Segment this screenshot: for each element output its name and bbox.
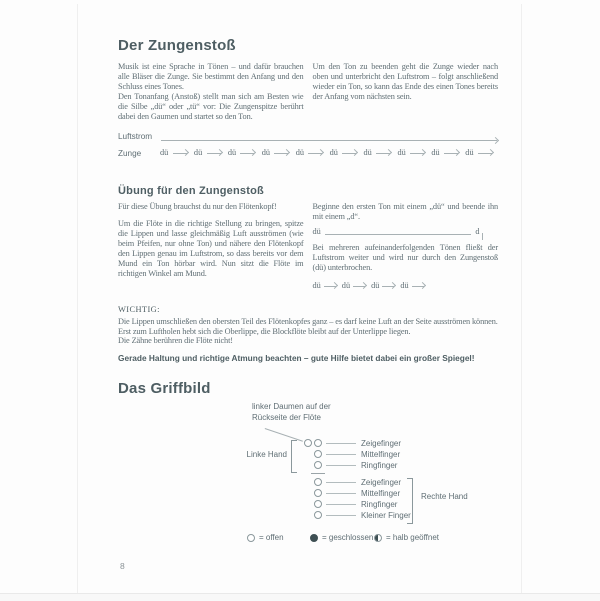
syllable: dü bbox=[465, 148, 474, 157]
section-title-uebung: Übung für den Zungenstoß bbox=[118, 185, 264, 197]
thumb-annotation-line-1: linker Daumen auf der bbox=[252, 402, 331, 411]
right-arrow-icon bbox=[410, 153, 424, 154]
legend-open-label: = offen bbox=[259, 533, 284, 542]
syllable: dü bbox=[371, 281, 380, 290]
syllable: dü bbox=[227, 148, 237, 157]
finger-connector-line bbox=[326, 482, 356, 483]
left-hand-label: Linke Hand bbox=[246, 450, 287, 459]
right-arrow-icon bbox=[444, 153, 458, 154]
syllable: dü bbox=[312, 281, 321, 290]
exercise-syllable-sequence bbox=[313, 282, 423, 290]
right-hand-label: Rechte Hand bbox=[421, 492, 468, 501]
finger-label: Zeigefinger bbox=[361, 438, 402, 448]
page-left-edge bbox=[77, 4, 78, 593]
finger-row-right-middle bbox=[304, 489, 400, 497]
syllable: dü bbox=[295, 148, 304, 157]
intro-paragraph-2: Den Tonanfang (Anstoß) stellt man sich am Besten wie die Silbe „dü“ oder „tü“ vor: Die Zungenspitze berührt dabei den Gaumen und startet so den Ton. bbox=[118, 92, 304, 121]
syllable: dü bbox=[341, 281, 351, 290]
finger-connector-line bbox=[326, 454, 356, 455]
right-arrow-icon bbox=[376, 153, 390, 154]
right-arrow-icon bbox=[173, 153, 187, 154]
right-arrow-icon bbox=[478, 153, 492, 154]
exercise-columns bbox=[118, 202, 498, 290]
wichtig-line-1: Die Lippen umschließen den obersten Teil des Flötenkopfes ganz – es darf keine Luft an der Seite ausströmen können. bbox=[118, 317, 498, 326]
finger-connector-line bbox=[326, 515, 356, 516]
exercise-paragraph-4: Bei mehreren aufeinanderfolgenden Tönen fließt der Luftstrom weiter und wird nur durch den Zungenstoß (dü) unterbrochen. bbox=[312, 243, 498, 272]
closed-circle-icon bbox=[310, 534, 318, 542]
finger-label: Ringfinger bbox=[361, 460, 398, 470]
finger-connector-line bbox=[326, 465, 356, 466]
section-title-zungenstoss: Der Zungenstoß bbox=[118, 37, 236, 54]
hand-separator-line bbox=[311, 473, 325, 474]
finger-row-left-middle bbox=[304, 450, 400, 458]
finger-hole-circle bbox=[314, 439, 322, 447]
right-arrow-icon bbox=[382, 286, 394, 287]
tongue-label: Zunge bbox=[118, 149, 142, 158]
tone-hold-line bbox=[325, 234, 472, 235]
finger-hole-circle bbox=[314, 478, 322, 486]
finger-hole-circle bbox=[314, 500, 322, 508]
airflow-label: Luftstrom bbox=[118, 132, 153, 141]
finger-connector-line bbox=[326, 504, 356, 505]
finger-row-right-ring bbox=[304, 500, 397, 508]
half-circle-icon bbox=[374, 534, 382, 542]
page-right-edge bbox=[521, 4, 522, 593]
wichtig-heading: WICHTIG: bbox=[118, 305, 160, 314]
left-hand-bracket bbox=[291, 440, 297, 473]
intro-left-column bbox=[118, 62, 304, 122]
finger-hole-circle bbox=[314, 461, 322, 469]
syllable: dü bbox=[397, 148, 406, 157]
wichtig-block bbox=[118, 305, 518, 363]
finger-connector-line bbox=[326, 493, 356, 494]
right-arrow-icon bbox=[342, 153, 356, 154]
syllable: dü bbox=[193, 148, 203, 157]
finger-label: Zeigefinger bbox=[361, 477, 402, 487]
syllable: dü bbox=[431, 148, 440, 157]
syllable: dü bbox=[363, 148, 372, 157]
tone-end-syllable: d bbox=[475, 227, 480, 236]
thumb-annotation bbox=[252, 401, 352, 423]
intro-paragraph-3: Um den Ton zu beenden geht die Zunge wieder nach oben und unterbricht den Luftstrom – folgt anschließend wieder ein Ton, so kann das Ende des einen Tones bereits der Anfang vom nächsten sein. bbox=[312, 62, 498, 101]
right-arrow-icon bbox=[308, 153, 322, 154]
exercise-paragraph-3: Beginne den ersten Ton mit einem „dü“ und beende ihn mit einem „d“. bbox=[312, 202, 498, 221]
intro-paragraph-1: Musik ist eine Sprache in Tönen – und dafür brauchen alle Bläser die Zunge. Sie bestimmt den Anfang und den Schluss eines Tones. bbox=[118, 62, 304, 91]
section-title-griffbild: Das Griffbild bbox=[118, 380, 211, 397]
finger-connector-line bbox=[326, 443, 356, 444]
fingering-diagram bbox=[304, 439, 474, 523]
right-hand-bracket bbox=[407, 478, 413, 524]
finger-label: Mittelfinger bbox=[361, 449, 401, 459]
legend-half-label: = halb geöffnet bbox=[386, 533, 440, 542]
syllable: dü bbox=[261, 148, 271, 157]
tone-start-syllable: dü bbox=[312, 227, 321, 236]
wichtig-line-3: Die Zähne berühren die Flöte nicht! bbox=[118, 336, 233, 345]
thumb-pointer-line bbox=[265, 428, 303, 442]
finger-hole-circle bbox=[314, 450, 322, 458]
right-arrow-icon bbox=[274, 153, 288, 154]
finger-hole-circle bbox=[314, 511, 322, 519]
right-arrow-icon bbox=[412, 286, 424, 287]
intro-columns bbox=[118, 62, 498, 122]
posture-note: Gerade Haltung und richtige Atmung beachten – gute Hilfe bietet dabei ein großer Spiegel! bbox=[118, 352, 475, 363]
right-arrow-icon bbox=[240, 153, 254, 154]
tongue-syllable-sequence bbox=[160, 149, 498, 157]
exercise-left-column bbox=[118, 202, 304, 290]
finger-row-right-index bbox=[304, 478, 401, 486]
tone-hold-diagram bbox=[313, 227, 483, 236]
syllable: dü bbox=[329, 148, 338, 157]
airflow-arrow-line bbox=[161, 140, 497, 141]
finger-hole-circle bbox=[314, 489, 322, 497]
tone-end-tick bbox=[482, 233, 483, 240]
finger-row-right-little bbox=[304, 511, 411, 519]
wichtig-line-2: Erst zum Luftholen hebt sich die Oberlippe, die Blockflöte bleibt auf der Unterlippe liegen. bbox=[118, 326, 411, 336]
right-arrow-icon bbox=[324, 286, 336, 287]
exercise-paragraph-2: Um die Flöte in die richtige Stellung zu bringen, spitze die Lippen und lasse gleichmäßig Luft ausströmen (wie beim Pfeifen, nur ohne Ton) und nähere den Flötenkopf den Lippen genau im Luftstrom, so dass bereits vor dem Mund ein Ton hörbar wird. Nun sitzt die Flöte im richtigen Winkel am Mund. bbox=[118, 219, 304, 278]
right-arrow-icon bbox=[207, 153, 221, 154]
page-number: 8 bbox=[120, 561, 125, 571]
right-arrow-icon bbox=[353, 286, 365, 287]
legend-half bbox=[374, 533, 439, 542]
finger-label: Ringfinger bbox=[361, 499, 398, 509]
thumb-annotation-line-2: Rückseite der Flöte bbox=[252, 413, 321, 422]
exercise-paragraph-1: Für diese Übung brauchst du nur den Flötenkopf! bbox=[118, 202, 277, 211]
intro-right-column bbox=[313, 62, 499, 122]
finger-row-left-index bbox=[304, 439, 401, 447]
thumb-hole-circle bbox=[304, 439, 312, 447]
legend-open bbox=[247, 533, 284, 542]
finger-row-left-ring bbox=[304, 461, 397, 469]
finger-label: Kleiner Finger bbox=[361, 510, 411, 520]
syllable: dü bbox=[160, 148, 169, 157]
open-circle-icon bbox=[247, 534, 255, 542]
legend-closed-label: = geschlossen bbox=[322, 533, 374, 542]
finger-label: Mittelfinger bbox=[361, 488, 401, 498]
legend-closed bbox=[310, 533, 373, 542]
syllable: dü bbox=[400, 281, 409, 290]
exercise-right-column bbox=[313, 202, 499, 290]
